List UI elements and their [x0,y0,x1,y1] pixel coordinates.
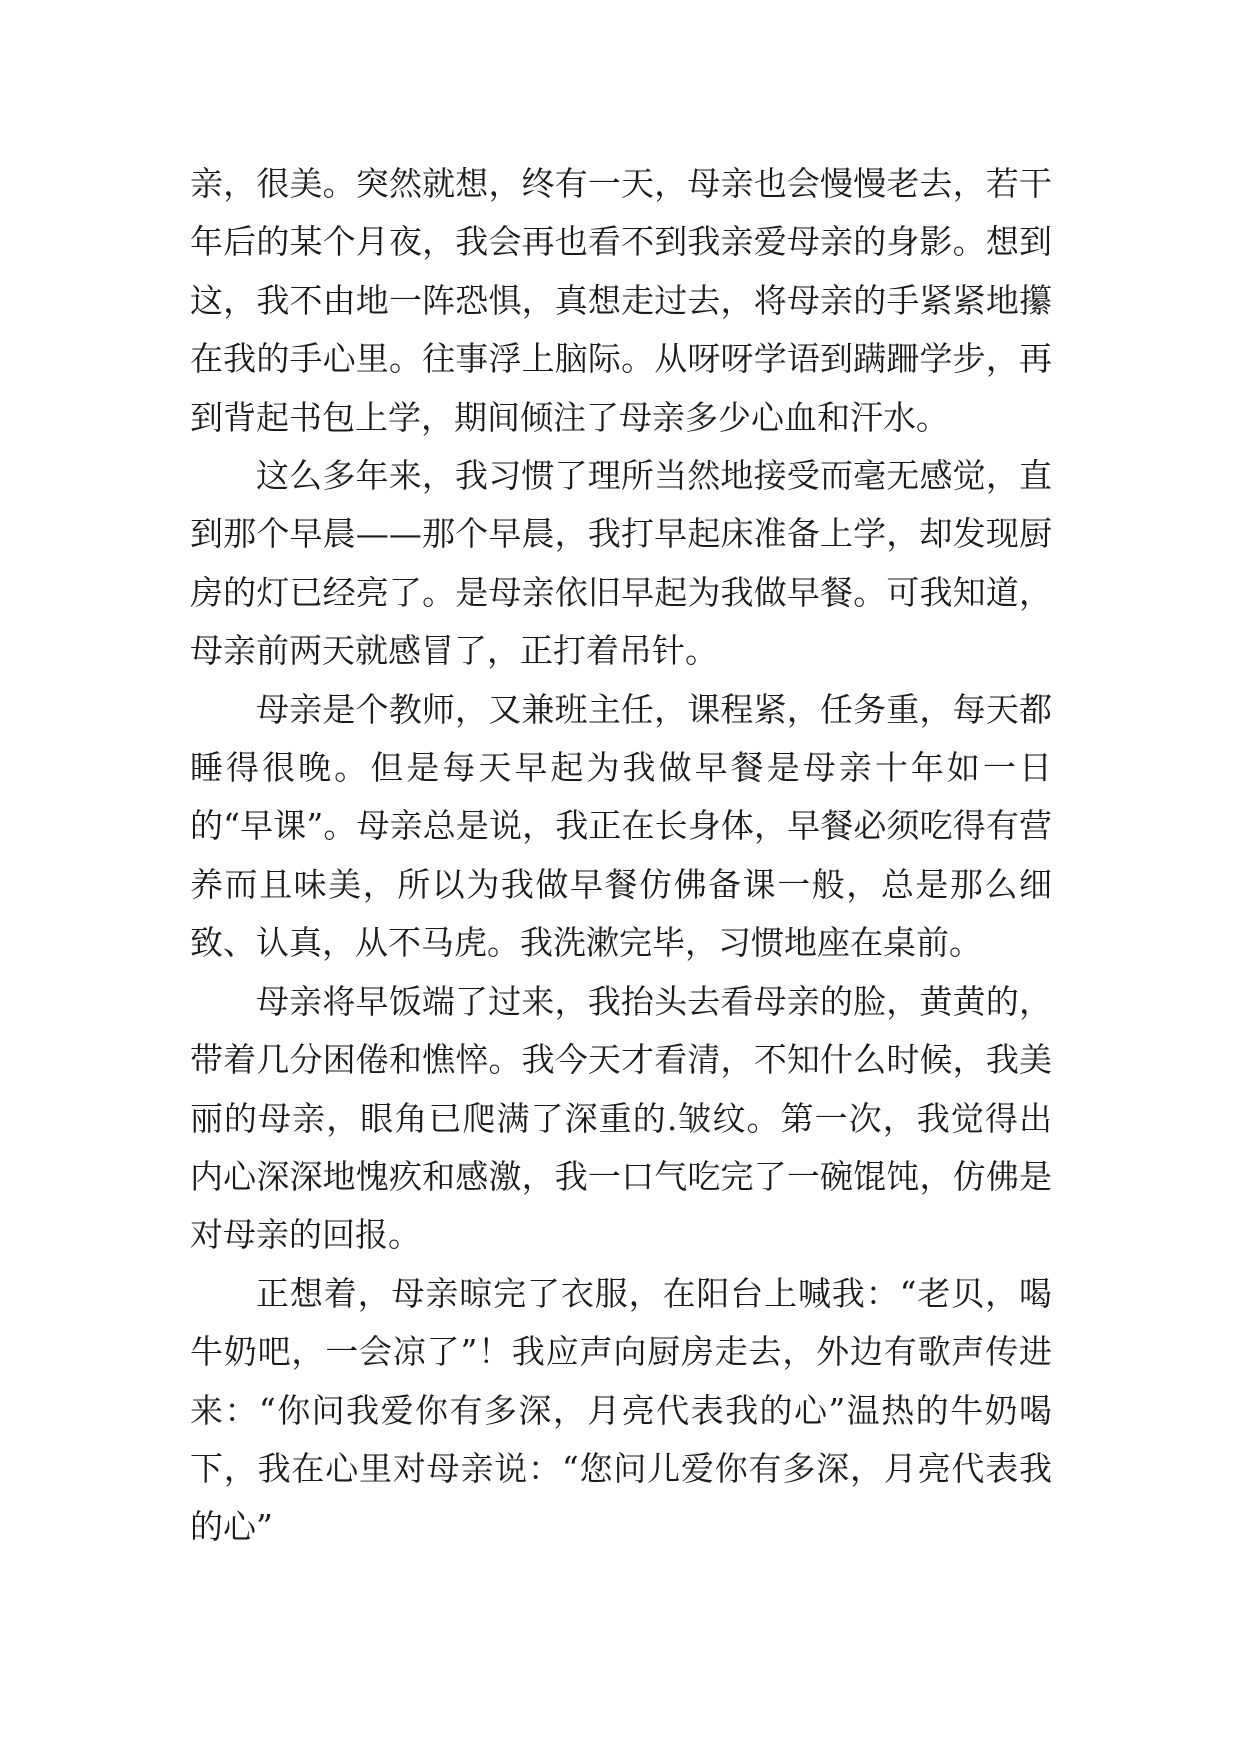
paragraph-3: 母亲是个教师，又兼班主任，课程紧，任务重，每天都睡得很晚。但是每天早起为我做早餐是母亲十年如一日的“早课”。母亲总是说，我正在长身体，早餐必须吃得有营养而且味美，所以为我做早餐仿佛备课一般，总是那么细致、认真，从不马虎。我洗漱完毕，习惯地座在桌前。 [190,689,1052,963]
paragraph-5: 正想着，母亲晾完了衣服，在阳台上喊我：“老贝，喝牛奶吧，一会凉了”！我应声向厨房走去，外边有歌声传进来：“你问我爱你有多深，月亮代表我的心”温热的牛奶喝下，我在心里对母亲说：“您问儿爱你有多深，月亮代表我的心” [190,1273,1052,1547]
paragraph-4: 母亲将早饭端了过来，我抬头去看母亲的脸，黄黄的，带着几分困倦和憔悴。我今天才看清，不知什么时候，我美丽的母亲，眼角已爬满了深重的.皱纹。第一次，我觉得出内心深深地愧疚和感激，我一口气吃完了一碗馄饨，仿佛是对母亲的回报。 [190,981,1052,1255]
document-body [190,155,1052,1557]
paragraph-1: 亲，很美。突然就想，终有一天，母亲也会慢慢老去，若干年后的某个月夜，我会再也看不到我亲爱母亲的身影。想到这，我不由地一阵恐惧，真想走过去，将母亲的手紧紧地攥在我的手心里。往事浮上脑际。从呀呀学语到蹒跚学步，再到背起书包上学，期间倾注了母亲多少心血和汗水。 [190,164,1052,437]
paragraph-2: 这么多年来，我习惯了理所当然地接受而毫无感觉，直到那个早晨——那个早晨，我打早起床准备上学，却发现厨房的灯已经亮了。是母亲依旧早起为我做早餐。可我知道，母亲前两天就感冒了，正打着吊针。 [190,456,1052,671]
